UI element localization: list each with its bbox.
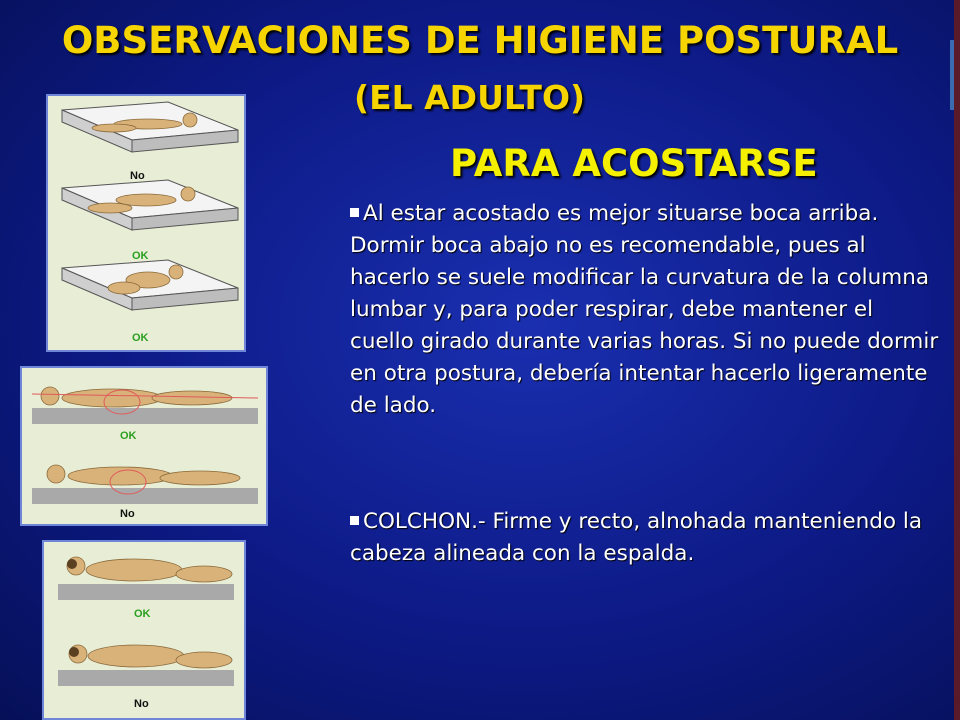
posture-label-no: No xyxy=(120,508,135,520)
illustration-panel-spine xyxy=(20,366,268,526)
bullet-icon xyxy=(350,208,359,217)
slide-title: OBSERVACIONES DE HIGIENE POSTURAL xyxy=(61,19,899,62)
posture-label-ok: OK xyxy=(120,430,137,442)
paragraph-colchon-text: COLCHON.- Firme y recto, alnohada manteniendo la cabeza alineada con la espalda. xyxy=(350,509,923,566)
posture-label-ok: OK xyxy=(132,250,149,262)
paragraph-colchon xyxy=(350,506,940,570)
illustration-panel-mattress xyxy=(46,94,246,352)
posture-label-no: No xyxy=(130,170,145,182)
mattress-postures-illustration xyxy=(48,96,244,350)
bullet-icon xyxy=(350,516,359,525)
slide-edge xyxy=(954,0,960,720)
slide-subtitle: (EL ADULTO) xyxy=(354,78,586,117)
posture-label-no: No xyxy=(134,698,149,710)
paragraph-acostarse xyxy=(350,198,940,422)
posture-label-ok: OK xyxy=(132,332,149,344)
section-heading: PARA ACOSTARSE xyxy=(450,142,818,185)
spine-postures-illustration xyxy=(22,368,266,524)
posture-label-ok: OK xyxy=(134,608,151,620)
paragraph-acostarse-text: Al estar acostado es mejor situarse boca arriba. Dormir boca abajo no es recomendable, pues al hacerlo se suele modificar la curvatura de la columna lumbar y, para poder respirar, debe mantener el cuello girado durante varias horas. Si no puede dormir en otra postura, debería intentar hacerlo ligeramente de lado. xyxy=(350,201,939,418)
pillow-postures-illustration xyxy=(44,542,244,718)
illustration-panel-pillow xyxy=(42,540,246,720)
